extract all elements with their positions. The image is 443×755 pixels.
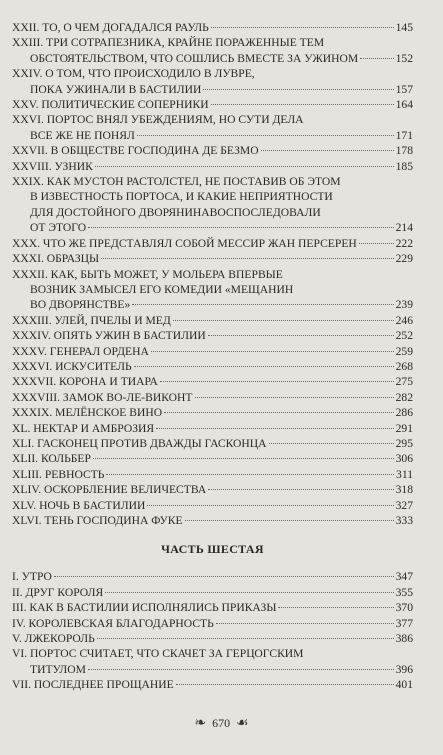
toc-entry	[12, 344, 413, 359]
page-footer	[0, 715, 443, 732]
dot-leader	[134, 366, 394, 367]
toc-entry	[12, 631, 413, 646]
toc-entry-line	[12, 600, 413, 615]
toc-entry-title: XLVI. ТЕНЬ ГОСПОДИНА ФУКЕ	[12, 514, 183, 527]
toc-entry	[12, 390, 413, 405]
toc-entry-page-number: 145	[395, 21, 413, 34]
toc-entry-title: XXXIX. МЕЛЁНСКОЕ ВИНО	[12, 406, 163, 420]
toc-entry-continuation-line	[12, 205, 413, 220]
toc-entry-page-number: 152	[395, 51, 413, 65]
toc-entry	[12, 451, 413, 466]
dot-leader	[156, 428, 393, 429]
toc-entry-line	[12, 405, 413, 420]
toc-entry-title: XXIII. ТРИ СОТРАПЕЗНИКА, КРАЙНЕ ПОРАЖЕННЫЕ ТЕМ	[12, 36, 325, 50]
toc-entry-continuation-line	[12, 189, 413, 204]
toc-entry-continuation-line	[12, 82, 413, 97]
toc-entry-line	[12, 467, 413, 482]
toc-entry-title: XXV. ПОЛИТИЧЕСКИЕ СОПЕРНИКИ	[12, 98, 209, 112]
toc-entry-page-number: 347	[395, 570, 413, 584]
toc-entry-line	[12, 344, 413, 359]
toc-entry-line	[12, 97, 413, 112]
toc-entry-title: XXXII. КАК, БЫТЬ МОЖЕТ, У МОЛЬЕРА ВПЕРВЫЕ	[12, 267, 283, 281]
toc-entry-page-number: 295	[395, 436, 413, 450]
toc-entry-title: XXVII. В ОБЩЕСТВЕ ГОСПОДИНА ДЕ БЕЗМО	[12, 144, 259, 158]
toc-entry-title: XXXIV. ОПЯТЬ УЖИН В БАСТИЛИИ	[12, 329, 206, 343]
toc-entry-page-number: 252	[395, 329, 413, 343]
toc-entry-page-number: 401	[395, 678, 413, 692]
toc-entry-page-number: 306	[395, 452, 413, 466]
toc-entry-title: ДЛЯ ДОСТОЙНОГО ДВОРЯНИНАВОСПОСЛЕДОВАЛИ	[30, 205, 321, 219]
toc-entry	[12, 421, 413, 436]
toc-entry-page-number: 214	[395, 221, 413, 235]
toc-entry	[12, 112, 413, 143]
toc-entry-title: XXXV. ГЕНЕРАЛ ОРДЕНА	[12, 344, 149, 358]
toc-entry	[12, 585, 413, 600]
toc-entry-title: XL. НЕКТАР И АМБРОЗИЯ	[12, 421, 155, 435]
toc-entry-page-number: 286	[395, 406, 413, 420]
toc-entry	[12, 143, 413, 158]
toc-entry-page-number: 239	[395, 298, 413, 312]
toc-entry-title: XXXI. ОБРАЗЦЫ	[12, 252, 100, 266]
toc-entry-page-number: 355	[395, 585, 413, 599]
toc-entry-line	[12, 159, 413, 174]
dot-leader	[106, 474, 394, 475]
toc-entry-continuation-line	[12, 282, 413, 297]
dot-leader	[203, 89, 393, 90]
dot-leader	[105, 592, 393, 593]
toc-part-five-list	[12, 20, 413, 528]
toc-entry-line	[12, 313, 413, 328]
toc-entry-title: ВО ДВОРЯНСТВЕ»	[30, 298, 131, 312]
dot-leader	[95, 166, 394, 167]
toc-entry-line	[12, 646, 413, 661]
toc-entry-title: XXXVIII. ЗАМОК ВО-ЛЕ-ВИКОНТ	[12, 390, 193, 404]
dot-leader	[164, 412, 394, 413]
toc-entry-page-number: 259	[395, 344, 413, 358]
dot-leader	[278, 607, 393, 608]
toc-entry-page-number: 178	[395, 144, 413, 158]
toc-entry-line	[12, 677, 413, 692]
toc-entry-page-number: 318	[395, 483, 413, 497]
toc-entry-title: XXXVII. КОРОНА И ТИАРА	[12, 375, 158, 389]
toc-entry-line	[12, 112, 413, 127]
toc-entry-title: XXII. ТО, О ЧЕМ ДОГАДАЛСЯ РАУЛЬ	[12, 21, 209, 34]
toc-entry-title: ОТ ЭТОГО	[30, 221, 87, 235]
toc-entry-title: XXIV. О ТОМ, ЧТО ПРОИСХОДИЛО В ЛУВРЕ,	[12, 67, 255, 81]
toc-entry-page-number: 229	[395, 252, 413, 266]
toc-entry	[12, 66, 413, 97]
toc-entry	[12, 20, 413, 35]
toc-entry-page-number: 222	[395, 236, 413, 250]
toc-entry-continuation-line	[12, 51, 413, 66]
toc-entry-page-number: 386	[395, 632, 413, 646]
dot-leader	[195, 397, 394, 398]
toc-part-six-list	[12, 569, 413, 692]
toc-entry-title: XLV. НОЧЬ В БАСТИЛИИ	[12, 498, 146, 512]
toc-entry-title: XXVI. ПОРТОС ВНЯЛ УБЕЖДЕНИЯМ, НО СУТИ ДЕЛА	[12, 113, 304, 127]
toc-entry	[12, 513, 413, 528]
section-heading: ЧАСТЬ ШЕСТАЯ	[161, 542, 264, 557]
dot-leader	[173, 320, 394, 321]
dot-leader	[185, 520, 394, 521]
toc-entry-line	[12, 498, 413, 513]
toc-entry-continuation-line	[12, 220, 413, 235]
toc-entry-line	[12, 569, 413, 584]
toc-entry	[12, 646, 413, 677]
dot-leader	[208, 335, 394, 336]
toc-entry-title: ВСЕ ЖЕ НЕ ПОНЯЛ	[30, 128, 135, 142]
dot-leader	[176, 684, 394, 685]
ornament-left-icon: ❧	[194, 716, 207, 731]
toc-entry-page-number: 246	[395, 313, 413, 327]
toc-entry	[12, 328, 413, 343]
toc-entry-page-number: 282	[395, 390, 413, 404]
toc-entry-line	[12, 451, 413, 466]
toc-entry-page-number: 333	[395, 514, 413, 527]
toc-entry	[12, 267, 413, 313]
toc-entry-page-number: 291	[395, 421, 413, 435]
toc-entry	[12, 467, 413, 482]
toc-entry-title: VI. ПОРТОС СЧИТАЕТ, ЧТО СКАЧЕТ ЗА ГЕРЦОГСКИМ	[12, 647, 304, 661]
toc-entry-page-number: 327	[395, 498, 413, 512]
toc-entry-page-number: 275	[395, 375, 413, 389]
toc-entry-title: V. ЛЖЕКОРОЛЬ	[12, 632, 95, 646]
toc-entry	[12, 405, 413, 420]
toc-entry	[12, 436, 413, 451]
dot-leader	[93, 458, 394, 459]
toc-entry-line	[12, 328, 413, 343]
dot-leader	[208, 489, 393, 490]
dot-leader	[160, 381, 394, 382]
toc-entry	[12, 359, 413, 374]
dot-leader	[88, 669, 394, 670]
toc-entry-page-number: 396	[395, 662, 413, 676]
toc-entry-title: XLIV. ОСКОРБЛЕНИЕ ВЕЛИЧЕСТВА	[12, 483, 207, 497]
toc-entry	[12, 498, 413, 513]
dot-leader	[360, 58, 393, 59]
toc-entry-line	[12, 421, 413, 436]
toc-entry-title: ПОКА УЖИНАЛИ В БАСТИЛИИ	[30, 82, 202, 96]
toc-entry-line	[12, 251, 413, 266]
toc-entry-line	[12, 616, 413, 631]
toc-entry	[12, 251, 413, 266]
toc-entry-line	[12, 436, 413, 451]
dot-leader	[101, 258, 393, 259]
toc-entry-title: IV. КОРОЛЕВСКАЯ БЛАГОДАРНОСТЬ	[12, 616, 214, 630]
toc-entry-line	[12, 143, 413, 158]
toc-entry	[12, 569, 413, 584]
dot-leader	[132, 304, 393, 305]
toc-entry-page-number: 377	[395, 616, 413, 630]
toc-entry-line	[12, 267, 413, 282]
toc-entry-line	[12, 35, 413, 50]
toc-entry-title: В ИЗВЕСТНОСТЬ ПОРТОСА, И КАКИЕ НЕПРИЯТНОСТИ	[30, 190, 333, 204]
toc-entry	[12, 677, 413, 692]
toc-entry	[12, 159, 413, 174]
toc-entry-title: VII. ПОСЛЕДНЕЕ ПРОЩАНИЕ	[12, 678, 174, 692]
ornament-right-icon: ☙	[236, 716, 249, 731]
toc-entry-title: XLII. КОЛЬБЕР	[12, 452, 91, 466]
toc-entry	[12, 482, 413, 497]
toc-entry	[12, 374, 413, 389]
toc-entry-line	[12, 374, 413, 389]
toc-entry-title: II. ДРУГ КОРОЛЯ	[12, 585, 104, 599]
toc-entry-page-number: 185	[395, 159, 413, 173]
toc-entry-line	[12, 390, 413, 405]
toc-entry-title: ВОЗНИК ЗАМЫСЕЛ ЕГО КОМЕДИИ «МЕЩАНИН	[30, 282, 294, 296]
dot-leader	[211, 104, 394, 105]
toc-entry-continuation-line	[12, 297, 413, 312]
toc-entry	[12, 97, 413, 112]
dot-leader	[151, 351, 394, 352]
dot-leader	[88, 227, 394, 228]
toc-entry-title: XXVIII. УЗНИК	[12, 159, 93, 173]
dot-leader	[54, 576, 394, 577]
dot-leader	[359, 243, 394, 244]
toc-entry-continuation-line	[12, 128, 413, 143]
toc-entry-title: XXX. ЧТО ЖЕ ПРЕДСТАВЛЯЛ СОБОЙ МЕССИР ЖАН ПЕРСЕРЕН	[12, 236, 357, 250]
toc-entry	[12, 174, 413, 236]
dot-leader	[211, 27, 394, 28]
toc-entry	[12, 313, 413, 328]
toc-entry-line	[12, 513, 413, 528]
toc-entry-page-number: 268	[395, 359, 413, 373]
toc-entry-page-number: 157	[395, 82, 413, 96]
toc-entry-title: XLI. ГАСКОНЕЦ ПРОТИВ ДВАЖДЫ ГАСКОНЦА	[12, 436, 267, 450]
toc-entry-line	[12, 236, 413, 251]
dot-leader	[261, 150, 394, 151]
toc-entry-line	[12, 359, 413, 374]
page-number: 670	[212, 716, 231, 730]
toc-entry	[12, 600, 413, 615]
toc-entry-title: III. КАК В БАСТИЛИИ ИСПОЛНЯЛИСЬ ПРИКАЗЫ	[12, 601, 277, 615]
toc-entry-title: I. УТРО	[12, 570, 52, 584]
toc-entry-title: ОБСТОЯТЕЛЬСТВОМ, ЧТО СОШЛИСЬ ВМЕСТЕ ЗА УЖИНОМ	[30, 51, 359, 65]
toc-entry-page-number: 311	[396, 467, 413, 481]
toc-entry-title: ТИТУЛОМ	[30, 662, 86, 676]
toc-entry-title: XXIX. КАК МУСТОН РАСТОЛСТЕЛ, НЕ ПОСТАВИВ ОБ ЭТОМ	[12, 175, 341, 189]
toc-entry	[12, 616, 413, 631]
toc-entry-page-number: 171	[395, 128, 413, 142]
dot-leader	[216, 623, 394, 624]
toc-entry-line	[12, 585, 413, 600]
dot-leader	[269, 443, 394, 444]
toc-entry-line	[12, 631, 413, 646]
dot-leader	[97, 638, 394, 639]
toc-entry-title: XLIII. РЕВНОСТЬ	[12, 467, 105, 481]
toc-entry-line	[12, 20, 413, 35]
toc-entry	[12, 236, 413, 251]
toc-entry-line	[12, 66, 413, 81]
dot-leader	[147, 505, 393, 506]
toc-entry	[12, 35, 413, 66]
dot-leader	[137, 135, 394, 136]
toc-entry-page-number: 370	[395, 601, 413, 615]
toc-entry-continuation-line	[12, 662, 413, 677]
toc-entry-page-number: 164	[395, 98, 413, 112]
toc-entry-title: XXXIII. УЛЕЙ, ПЧЕЛЫ И МЕД	[12, 313, 171, 327]
toc-entry-title: XXXVI. ИСКУСИТЕЛЬ	[12, 359, 132, 373]
toc-entry-line	[12, 174, 413, 189]
toc-entry-line	[12, 482, 413, 497]
